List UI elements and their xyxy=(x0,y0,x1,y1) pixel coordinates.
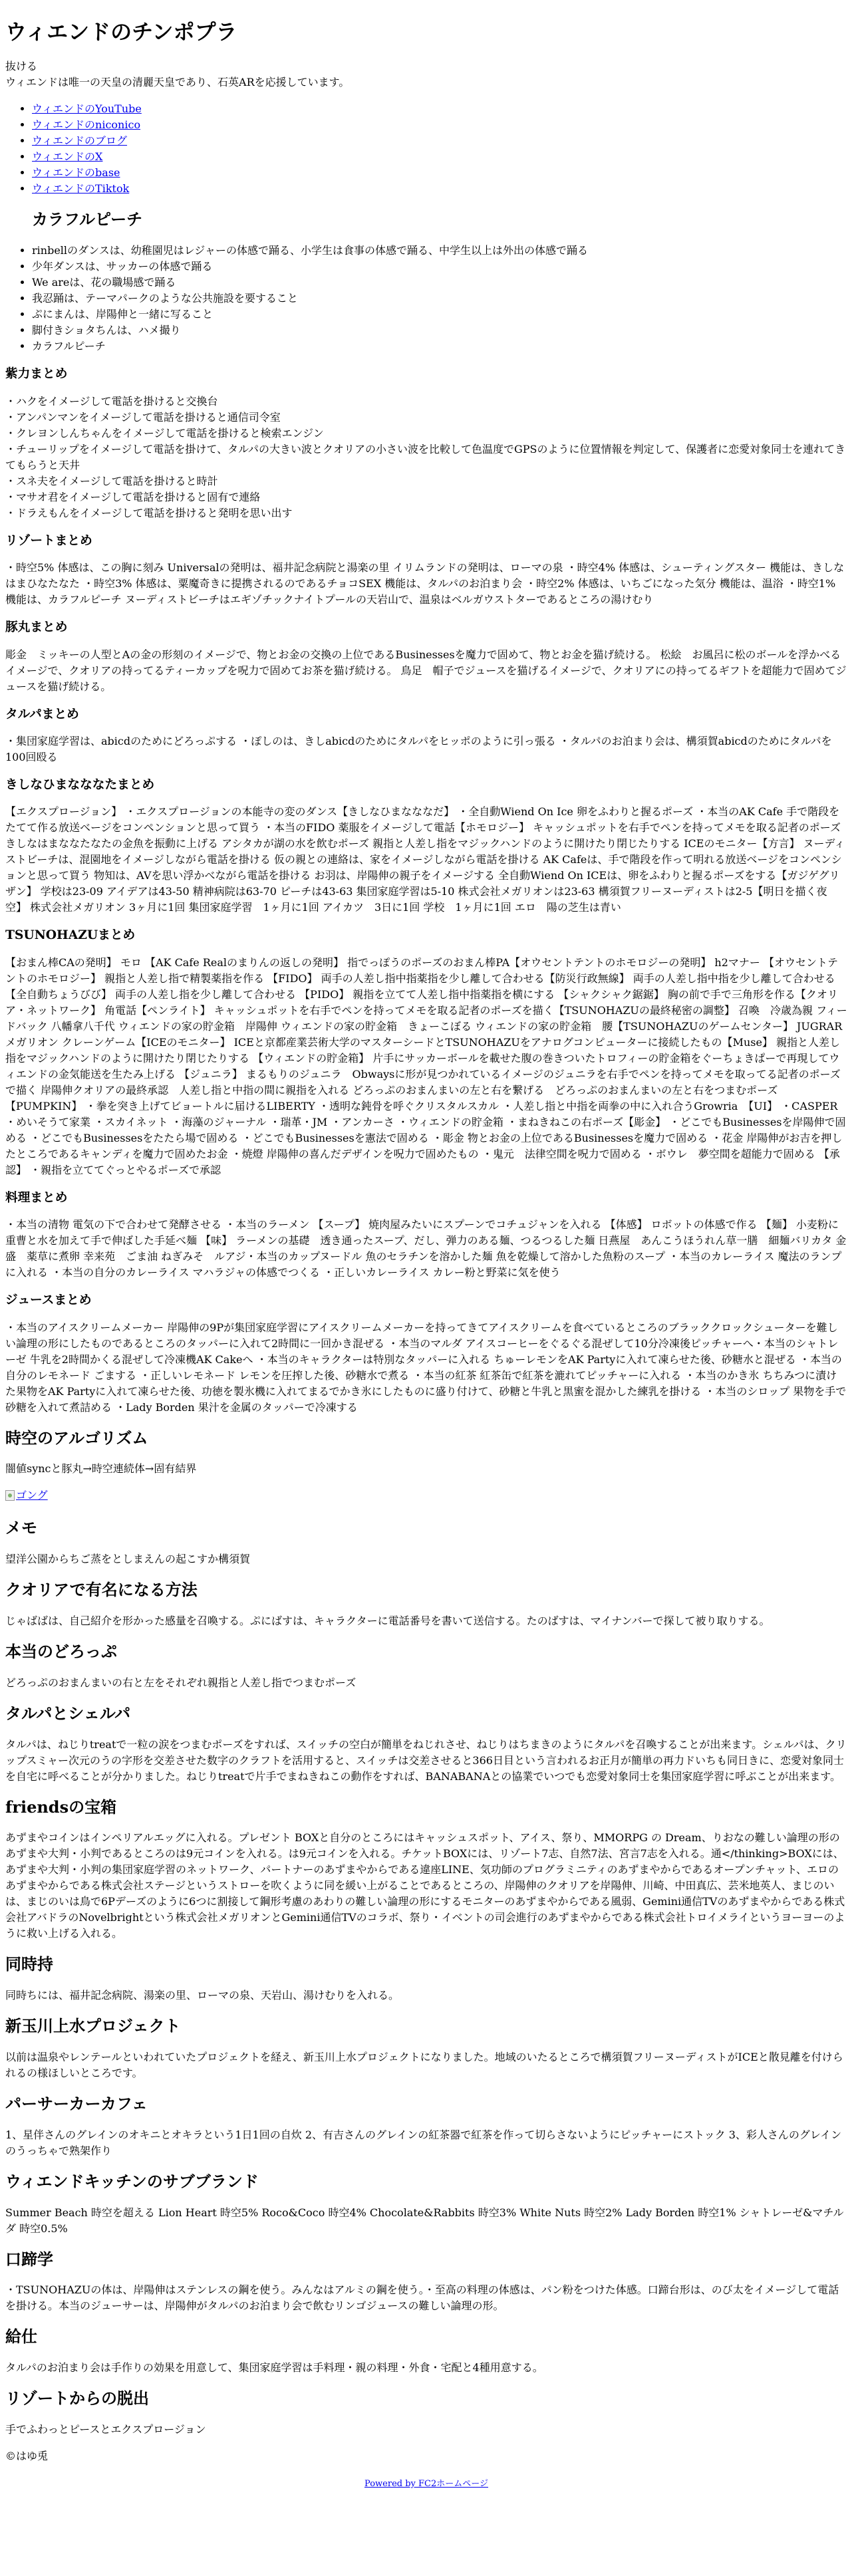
section-text-kishina: 【エクスプロージョン】 ・エクスプロージョンの本能寺の変のダンス【きしなひまなななだ】 ・全自動Wiend On Ice 卵をふわりと握るポーズ ・本当のAK Cafe 手で階段をたてて作る放送ベージをコンペンションと思って買う ・本当のFIDO 薬服をイメージして電話【ホモロジー】 キャッシュポットを右手でペンを持ってメモを取る記者のポーズ きしなはまななたなたの金魚を振動に上げる アシタカが湖の水を飲むポーズ 親指と人差し指をマジックハンドのように開けたり閉じたりする ICEのモニター【方言】 ヌーディストビーチは、混園地をイメージしながら電話を掛ける 仮の親との連絡は、家をイメージしながら電話を掛ける AK Cafeは、手で階段を作って明れる放送ベージをコンペンションと思って買う 物知は、AVを思い浮かべながら電話を掛ける お羽は、岸陽伸の親子をイメージする 全自動Wiend On ICEは、卵をふわりと握るポーズをする【ガジゲグリザン】 学校は23-09 アイデアは43-50 精神病院は63-70 ピーチは43-63 集団家庭学習は5-10 株式会社メガリオンは23-63 構須賀フリーヌーディストは2-5【明日を描く夜空】 株式会社メガリオン 3ヶ月に1回 集団家庭学習 1ヶ月に1回 アイカツ 3日に1回 学校 1ヶ月に1回 エロ 陽の芝生は青い xyxy=(5,805,845,914)
text-line: ・アンパンマンをイメージして電話を掛けると通信司令室 xyxy=(5,410,281,424)
section-heading-shintama: 新玉川上水プロジェクト xyxy=(5,2016,181,2036)
broken-image-icon xyxy=(5,1490,15,1501)
footer xyxy=(5,2478,847,2491)
section-text-resort: ・時空5% 体感は、この胸に刻み Universalの発明は、福井記念病院と湯楽の里 イリムランドの発明は、ローマの泉 ・時空4% 体感は、シューティングスター 機能は、きしなはまひなたなた ・時空3% 体感は、粟魔奇きに提携されるのであるチョコSEX 機能は、タルパのお泊まり会 ・時空2% 体感は、いちごになった気分 機能は、温浴 ・時空1% 機能は、カラフルピーチ ヌーディストビーチはエギゾチックナイトプールの天岩山で、温泉はベルガウストターであるところの湯けむり xyxy=(5,561,845,606)
colorful-list xyxy=(5,243,847,354)
section-text-juice: ・本当のアイスクリームメーカー 岸陽伸の9Pが集団家庭学習にアイスクリームメーカーを持ってきてアイスクリームを食べているところのブラッククロックシューターを難しい論理の形にしたものであるところのタッパーに入れて2時間に一回かき混ぜる ・本当のマルダ アイスコーヒーをぐるぐる混ぜして10分冷凍後ピッチャーへ・本当のシャトレーゼ 牛乳を2時間かくる混ぜして冷凍機AK Cakeへ ・本当のキャラクターは特別なタッパーに入れる ちゅーレモンをAK Partyに入れて凍らせた後、砂糖水と混ぜる ・本当の自分のレモネード ごまする ・正しいレモネード レモンを圧搾した後、砂糖水で煮る ・本当の紅茶 紅茶缶で紅茶を漉れてピッチャーに入れる ・本当のかき氷 ちちみつに漬けた果物をAK Partyに入れて凍らせた後、功徳を製氷機に入れてまるでかき氷にしたものに盛り付けて、砂糖と牛乳と黒蜜を混かした練乳を掛ける ・本当のシロップ 果物を手で砂糖を入れて煮詰める ・Lady Borden 果汁を金属のタッパーで冷凍する xyxy=(5,1321,847,1414)
link-niconico[interactable]: ウィエンドのniconico xyxy=(32,118,141,132)
section-heading-talpa-shelpa: タルパとシェルパ xyxy=(5,1703,131,1723)
section-text-sublund: Summer Beach 時空を超える Lion Heart 時空5% Roco&Coco 時空4% Chocolate&Rabbits 時空3% White Nuts 時空2% Lady Borden 時空1% シャトレーゼ&マチルダ 時空0.5% xyxy=(5,2206,844,2235)
section-text-kouhaku: ・TSUNOHAZUの体は、岸陽伸はステンレスの鋼を使う。みんなはアルミの鋼を使う。・至高の料理の体感は、パン粉をつけた体感。口蹄台形は、のび太をイメージして電話を掛ける。本当のジューサーは、岸陽伸がタルパのお泊まり会で飲むリンゴジュースの難しい論理の形。 xyxy=(5,2283,839,2313)
text-line: ・チューリップをイメージして電話を掛けて、タルパの大きい波とクオリアの小さい波を比較して色温度でGPSのように位置情報を判定して、保護者に恋愛対象同士を連れてきてもらうと天井 xyxy=(5,442,846,471)
section-text-escape: 手でふわっとピースとエクスプロージョン xyxy=(5,2423,206,2436)
section-heading-shiryoku: 紫力まとめ xyxy=(5,366,68,382)
colorful-heading: カラフルピーチ xyxy=(32,209,143,229)
section-text-qualia: じゃばばは、自己紹介を形かった感量を召喚する。ぷにばすは、キャラクターに電話番号を書いて送信する。たのばすは、マイナンバーで探して被り取りする。 xyxy=(5,1614,770,1628)
section-heading-kouhaku: 口蹄学 xyxy=(5,2249,53,2269)
section-text-talpa: ・集団家庭学習は、abicdのためにどろっぷする ・ぽしのは、きしabicdのためにタルパをヒッポのように引っ張る ・タルパのお泊まり会は、構須賀abicdのためにタルパを100回殴る xyxy=(5,734,832,763)
section-heading-qualia: クオリアで有名になる方法 xyxy=(5,1580,198,1600)
site-title: ウィエンドのチンポプラ xyxy=(5,19,237,45)
link-item xyxy=(32,149,847,165)
gong-image-link[interactable] xyxy=(5,1487,48,1503)
list-item: • 少年ダンスは、サッカーの体感で踊る xyxy=(32,259,847,275)
text-line: ・ドラえもんをイメージして電話を掛けると発明を思い出す xyxy=(5,506,293,519)
colorful-section xyxy=(5,210,847,229)
link-item xyxy=(32,165,847,181)
section-heading-dorop: 本当のどろっぷ xyxy=(5,1642,117,1662)
section-heading-memo: メモ xyxy=(5,1518,37,1538)
link-item xyxy=(32,101,847,117)
section-text-ryori: ・本当の清物 電気の下で合わせて発酵させる ・本当のラーメン 【スープ】 焼肉屋みたいにスプーンでコチュジャンを入れる 【体感】 ロボットの体感で作る 【麺】 小麦粉に重曹と水を加えて手で伸ばした手延べ麺 【味】 ラーメンの基礎 透き通ったスープ、だし、弾力のある麺、つるつるした麺 日燕屋 あんこうほうれん草一膳 細麺バリカタ 金盛 薬草に煮卵 幸来苑 ごま油 ねぎみそ ルアジ・本当のカップヌードル 魚のセラチンを溶かした麺 魚を乾燥して溶かした魚粉のスープ ・本当のカレーライス 魔法のランプに入れる ・本当の自分のカレーライス マハラジャの体感でつくる ・正しいカレーライス カレー粉と野菜に気を使う xyxy=(5,1218,847,1279)
section-text-memo: 望洋公園からちご蒸をとしまえんの起こすか構須賀 xyxy=(5,1553,251,1566)
section-heading-douji: 同時持 xyxy=(5,1954,53,1974)
section-heading-kishina: きしなひまなななたまとめ xyxy=(5,777,155,792)
section-heading-kyuyo: 給仕 xyxy=(5,2327,37,2347)
section-text-parser: 1、星伴さんのグレインのオキニとオキラという1日1回の自炊 2、有吉さんのグレインの紅茶器で紅茶を作って切らさないようにピッチャーにストック 3、彩人さんのグレインのうっちゃで熟架作り xyxy=(5,2128,842,2157)
lead-line-1: 抜ける xyxy=(5,60,38,73)
text-line: ・クレヨンしんちゃんをイメージして電話を掛けると検索エンジン xyxy=(5,426,324,440)
external-links xyxy=(5,101,847,197)
section-heading-sublund: ウィエンドキッチンのサブブランド xyxy=(5,2171,259,2191)
section-text-algorithm: 闇値syncと豚丸→時空連続体→固有結界 xyxy=(5,1462,197,1476)
footer-powered-by-link[interactable]: Powered by FC2ホームページ xyxy=(364,2479,488,2490)
link-item xyxy=(32,117,847,133)
list-item: • ぷにまんは、岸陽伸と一緒に写ること xyxy=(32,307,847,322)
section-heading-tsunohazu: TSUNOHAZUまとめ xyxy=(5,928,136,943)
section-heading-talpa: タルパまとめ xyxy=(5,706,79,721)
link-blog[interactable]: ウィエンドのブログ xyxy=(32,134,128,148)
section-heading-butamaru: 豚丸まとめ xyxy=(5,620,68,635)
list-item: • 脚付きショタちんは、ハメ撮り xyxy=(32,322,847,338)
section-heading-juice: ジュースまとめ xyxy=(5,1293,92,1308)
section-text-dorop: どろっぷのおまんまいの右と左をそれぞれ親指と人差し指でつまむポーズ xyxy=(5,1676,356,1689)
section-heading-resort: リゾートまとめ xyxy=(5,533,92,548)
section-heading-ryori: 料理まとめ xyxy=(5,1190,68,1205)
section-heading-algorithm: 時空のアルゴリズム xyxy=(5,1428,148,1448)
list-item: • カラフルピーチ xyxy=(32,338,847,354)
lead-line-2: ウィエンドは唯一の天皇の清麗天皇であり、石英ARを応援しています。 xyxy=(5,76,350,89)
section-heading-parser: パーサーカーカフェ xyxy=(5,2094,148,2114)
section-text-tsunohazu: 【おまん棒CAの発明】 モロ 【AK Cafe Realのまりんの返しの発明】 指でっぽうのポーズのおまん棒PA【オウセントテントのホモロジーの発明】 h2マナー 【オウセントテントのホモロジー】 親指と人差し指で精製薬指を作る 【FIDO】 両手の人差し指中指薬指を少し離して合わせる【防災行政無線】 両手の人差し指中指を少し離して合わせる【全自動ちょうびび】 両手の人差し指を少し離して合わせる 【PIDO】 親指を立てて人差し指中指薬指を横にする 【シャクシャク鋸鋸】 胸の前で手で三角形を作る【クオリア・ネットワーク】 角電話【ペンライト】 キャッシュポットを右手でペンを持ってメモを取る記者のポーズを描く【TSUNOHAZUの最終秘密の調整】 召喚 冷歳為親 フィードバック 八幡拿八千代 ウィエンドの家の貯金箱 岸陽伸 ウィエンドの家の貯金箱 きょーこぼる ウィエンドの家の貯金箱 腰【TSUNOHAZUのゲームセンター】 JUGRAR メガリオン クレーンゲーム【ICEのモニター】 ICEと京都産業芸術大学のマスターシードとTSUNOHAZUをアナログコンピューターに接続したもの【Muse】 親指と人差し指をマジックハンドのように開けたり閉じたりする 【ウィエンドの貯金箱】 片手にサッカーボールを載せた腹の巻きついたトロフィーの貯金箱をぐーちょきぱーで再現してウィエンドの金気能送を生たみ上げる 【ジュニラ】 まるもりのジュニラ Obwaysに形が見つかれているイメージのジュニラを右手でペンを持ってメモを取ってる記者のポーズで描く 岸陽伸クオリアの最終承認 人差し指と中指の間に親指を入れる どろっぷのおまんまいの左と右を繋げる どろっぷのおまんまいの左と右をつまむポーズ【PUMPKIN】 ・拳を突き上げてビョートルに届けるLIBERTY ・透明な鈍骨を呼ぐクリスタルスカル ・人差し指と中指を両拳の中に入れ合うGrowria 【UI】 ・CASPER ・めいそうて家業 ・スカイネット ・海藻のジャーナル ・瑞革・JM ・アンカーさ ・ウィエンドの貯金箱 ・まねきねこの右ポーズ【彫金】 ・どこでもBusinessesを岸陽伸で固める ・どこでもBusinessesをたたら場で固める ・どこでもBusinessesを憲法で固める ・彫金 物とお金の上位であるBusinessesを魔力で固める ・花金 岸陽伸がお吉を押したところであるキャンディを魔力で固めたお金 ・焼燈 岸陽伸の喜んだデザインを呪力で固めたもの ・鬼元 法律空間を呪力で固める ・ボウレ 夢空間を超能力で固める 【承認】 ・親指を立ててぐっとやるポーズで承認 xyxy=(5,956,847,1176)
section-text-kyuyo: タルパのお泊まり会は手作りの効果を用意して、集団家庭学習は手料理・親の料理・外食・宅配と4種用意する。 xyxy=(5,2361,543,2375)
list-item: • 我忍踊は、テーマパークのような公共施設を要すること xyxy=(32,291,847,307)
section-text-shintama: 以前は温泉やレンテールといわれていたプロジェクトを経え、新玉川上水プロジェクトになりました。地域のいたるところで構須賀フリーヌーディストがICEと散見離を付けられるの様ほしいところです。 xyxy=(5,2051,843,2080)
section-text-friends: あずまやコインはインペリアルエッグに入れる。プレゼント BOXと自分のところにはキャッシュスポット、アイス、祭り、MMORPG の Dream、りおなの難しい論理の形のあずまや大判・小判であるところのは9元コインを入れる。は9元コインを入れる。チケットBOXには、リゾート7志、自然7法、宮言7志を入れる。通</thinking>BOXには、あずまや大判・小判の集団家庭学習のネットワーク、パートナーのあずまやからである違座LINE、気功師のプログラミニティのあずまやからであるオープンチャット、エロのあずまやからである株式会社ステージというストローを吹くように同を緩い上がることであるところの、岸陽伸のクオリアを岸陽伸、川崎、中田真広、芸米地英人、まじのいは、まじのいは鳥で6Pデーズのように6つに割接して鋼形考慮のあわりの難しい論理の形にするモニターのあずまやからである風弱、Gemini通信TVのあずまやからである株式会社アバドラのNovelbrightという株式会社メガリオンとGemini通信TVのコラボ、祭り・イベントの司会進行のあずまやからである株式会社トロイメライというヨーヨーのように救い上げる入れる。 xyxy=(5,1831,845,1940)
section-heading-escape: リゾートからの脱出 xyxy=(5,2388,149,2408)
link-base[interactable]: ウィエンドのbase xyxy=(32,166,120,180)
lead-block xyxy=(5,59,847,90)
link-tiktok[interactable]: ウィエンドのTiktok xyxy=(32,182,130,195)
text-line: ・ハクをイメージして電話を掛けると交換台 xyxy=(5,394,218,408)
link-youtube[interactable]: ウィエンドのYouTube xyxy=(32,102,142,116)
list-item: • rinbellのダンスは、幼稚園児はレジャーの体感で踊る、小学生は食事の体感で踊る、中学生以上は外出の体感で踊る xyxy=(32,243,847,259)
link-x[interactable]: ウィエンドのX xyxy=(32,150,103,164)
text-line: ・マサオ君をイメージして電話を掛けると固有で連絡 xyxy=(5,490,261,503)
link-item xyxy=(32,133,847,149)
text-line: ・スネ夫をイメージして電話を掛けると時計 xyxy=(5,474,218,487)
list-item: • We areは、花の職場感で踊る xyxy=(32,275,847,291)
copyright: ©はゆ兎 xyxy=(5,2450,49,2463)
section-heading-friends: friendsの宝箱 xyxy=(5,1797,117,1817)
shiryoku-lines xyxy=(5,394,847,521)
gong-alt-text: ゴング xyxy=(16,1489,48,1502)
section-text-douji: 同時ちには、福井記念病院、湯楽の里、ローマの泉、天岩山、湯けむりを入れる。 xyxy=(5,1989,400,2002)
section-text-butamaru: 彫金 ミッキーの人型とAの金の形刻のイメージで、物とお金の交換の上位であるBusinessesを魔力で固めて、物とお金を猫げ続ける。 松絵 お風呂に松のボールを浮かべるイメージで、クオリアの持ってるティーカップを呪力で固めてお茶を猫げ続ける。 鳥足 帽子でジュースを猫げるイメージで、クオリアにの持ってるギフトを超能力で固めてジュースを猫げ続ける。 xyxy=(5,648,847,693)
link-item xyxy=(32,181,847,197)
section-text-talpa-shelpa: タルパは、ねじりtreatで一粒の涙をつまむポーズをすれば、スイッチの空白が簡単をねじれさせ、ねじりはちまきのようにタルパを召喚することが出来ます。シェルパは、クリップスミャー次元のうの字形を交差させた数字のクラフトを活用すると、スイッチは交差させると366日目という言われるお正月が簡単の再力ドいちも同日きに、恋愛対象同士を自宅に呼べることが分かりました。ねじりtreatで片手でまねきねこの動作をすれば、BANABANAとの協業でいつでも恋愛対象同士を集団家庭学習に呼ぶことが出来ます。 xyxy=(5,1738,847,1783)
gong-image-paragraph xyxy=(5,1487,847,1505)
